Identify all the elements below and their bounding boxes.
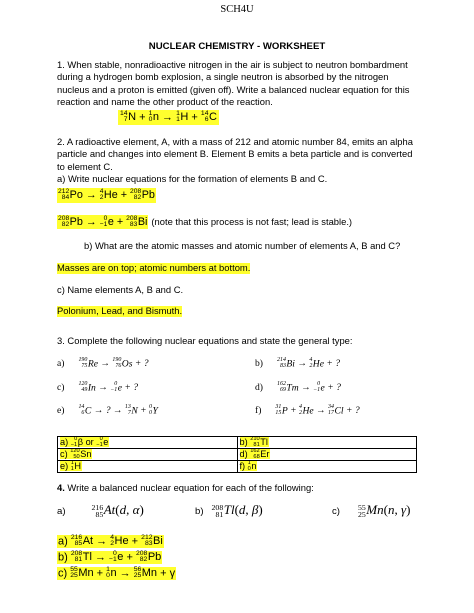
q2-part-b-answer: Masses are on top; atomic numbers at bottom.: [57, 262, 251, 273]
text-line: nucleus and a proton is emitted (given off). Write a balanced nuclear equation for this: [57, 83, 410, 95]
text-line: particle and changes into element B. Element B emits a beta particle and is converted: [57, 148, 413, 160]
question-4-prompt: [57, 483, 314, 494]
table-row: [58, 460, 417, 472]
answer-cell-f: f) 1 0 n: [237, 460, 417, 472]
q2-equation-2-note: (note that this process is not fast; lead is stable.): [151, 216, 353, 228]
answer-cell-e: e) 1 1 H: [58, 460, 238, 472]
q3-answer-table: [57, 436, 417, 473]
answer-cell-c: c) 120 50 Sn: [58, 448, 238, 460]
question-1-text: [57, 59, 409, 108]
q3-equation-b: b) 214 83 Bi → 4 2 He + ?: [255, 357, 341, 370]
q4-answer-c: c) 55 25 Mn + 1 0 n → 56 25 Mn + γ: [58, 566, 176, 580]
q3-equation-f: f) 31 15 P + 4 2 He → 34 17 Cl + ?: [255, 404, 360, 417]
q3-equation-e: e) 14 6 C → ? → 13 7 N + 0 0 Y: [57, 404, 158, 417]
answer-cell-b: b) 210 81 Tl: [237, 437, 417, 449]
q3-equation-a: a) 190 75 Re → 190 76 Os + ?: [57, 357, 149, 370]
q2-part-b-question: b) What are the atomic masses and atomic number of elements A, B and C?: [84, 240, 401, 251]
q2-equation-2: 208 82 Pb → 0 −1 e + 208 83 Bi (note that this process is not fast; lead is stable.): [58, 215, 353, 229]
q3-equation-c: c) 120 49 In → 0 −1 e + ?: [57, 381, 139, 394]
worksheet-title: NUCLEAR CHEMISTRY - WORKSHEET: [148, 41, 326, 52]
q4-item-c: c) 55 25 Mn(n, γ): [332, 502, 411, 520]
q2-equation-1: 212 84 Po → 4 2 He + 208 82 Pb: [58, 188, 155, 202]
q4-item-b: b) 208 81 Tl(d, β): [195, 502, 263, 520]
table-row: [58, 437, 417, 449]
q2-part-c-question: c) Name elements A, B and C.: [57, 284, 184, 295]
text-line: reaction and name the other product of the reaction.: [57, 95, 273, 107]
prompt-text: Write a balanced nuclear equation for each of the following:: [64, 482, 314, 493]
text-line: 2. A radioactive element, A, with a mass of 212 and atomic number 84, emits an alpha: [57, 136, 413, 147]
q4-answer-b: b) 208 81 Tl → 0 −1 e + 208 82 Pb: [58, 550, 162, 564]
question-1-answer: 14 7 N + 1 0 n → 1 1 H + 14 6 C: [120, 110, 217, 124]
table-row: [58, 448, 417, 460]
page-header: SCH4U: [220, 4, 254, 15]
text-line: to element C.: [57, 160, 113, 172]
q2-part-c-answer: Polonium, Lead, and Bismuth.: [57, 305, 183, 316]
text-line: 1. When stable, nonradioactive nitrogen in the air is subject to neutron bombardment: [57, 59, 408, 70]
question-number: 4.: [57, 482, 65, 493]
q3-equation-d: d) 162 69 Tm → 0 −1 e + ?: [255, 381, 341, 394]
text-line: during a hydrogen bomb explosion, a single neutron is absorbed by the nitrogen: [57, 71, 389, 83]
question-3-prompt: 3. Complete the following nuclear equations and state the general type:: [57, 335, 353, 346]
q4-answer-a: a) 216 85 At → 4 2 He + 212 83 Bi: [58, 534, 163, 548]
answer-cell-d: d) 162 68 Er: [237, 448, 417, 460]
question-2-text: [57, 136, 413, 185]
text-line: a) Write nuclear equations for the formation of elements B and C.: [57, 172, 328, 184]
answer-cell-a: a) 0 −1 β or 0 −1 e: [58, 437, 238, 449]
q4-item-a: a) 216 85 At(d, α): [57, 502, 144, 520]
